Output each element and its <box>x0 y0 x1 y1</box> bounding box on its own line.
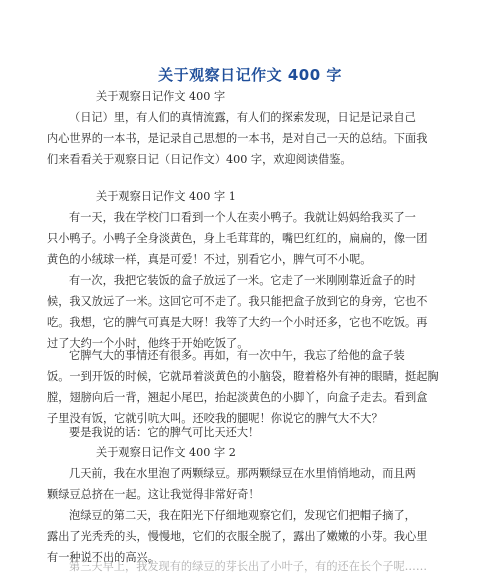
text-line: 它脾气大的事情还有很多。再如，有一次中午，我忘了给他的盒子装 <box>69 349 405 362</box>
document-title: 关于观察日记作文 400 字 <box>158 66 342 84</box>
text-line: 有一次，我把它装饭的盒子放远了一米。它走了一米刚刚靠近盒子的时 <box>69 274 416 287</box>
section-heading-2: 关于观察日记作文 400 字 2 <box>96 446 236 459</box>
paragraph-3 <box>47 345 455 429</box>
text-line: 黄色的小绒球一样，真是可爱！不过，别看它小，脾气可不小呢。 <box>47 253 372 266</box>
text-line: 几天前，我在水里泡了两颗绿豆。那两颗绿豆在水里悄悄地动，而且两 <box>69 467 416 480</box>
paragraph-5 <box>47 463 455 505</box>
text-line: 饭。一到开饭的时候，它就昂着淡黄色的小脑袋，瞪着格外有神的眼睛，挺起胸 <box>47 370 439 383</box>
text-line: 子里没有饭，它就引吭大叫。还咬我的腿呢！你说它的脾气大不大？ <box>47 412 383 425</box>
text-line: 泡绿豆的第二天，我在阳光下仔细地观察它们，发现它们把帽子摘了， <box>69 509 416 522</box>
paragraph-2 <box>47 270 455 354</box>
text-line: 内心世界的一本书，是记录自己思想的一本书，是对自己一天的总结。下面我 <box>47 132 428 145</box>
text-line: 要是我说的话：它的脾气可比天还大！ <box>69 426 260 439</box>
text-line: 膛，翅膀向后一背，翘起小尾巴，抬起淡黄色的小脚丫，向盒子走去。看到盒 <box>47 391 428 404</box>
text-line: 颗绿豆总挤在一起。这让我觉得非常好奇！ <box>47 488 260 501</box>
text-line: 吃。我想，它的脾气可真是大呀！我等了大约一个小时还多，它也不吃饭。再 <box>47 316 428 329</box>
text-line: 过了大约一个小时，他终于开始吃饭了。 <box>47 337 249 350</box>
text-line: （日记）里，有人们的真情流露，有人们的探索发现，日记是记录自己 <box>69 111 416 124</box>
text-line: 有一种说不出的高兴。 <box>47 551 159 564</box>
paragraph-4 <box>47 422 455 443</box>
intro-paragraph <box>47 107 455 170</box>
text-line: 有一天，我在学校门口看到一个人在卖小鸭子。我就让妈妈给我买了一 <box>69 211 416 224</box>
text-line: 露出了光秃秃的头，慢慢地，它们的衣服全脱了，露出了嫩嫩的小芽。我心里 <box>47 530 428 543</box>
paragraph-7-cutoff <box>47 556 455 577</box>
text-line: 只小鸭子。小鸭子全身淡黄色，身上毛茸茸的，嘴巴红红的，扁扁的，像一团 <box>47 232 428 245</box>
paragraph-1 <box>47 207 455 270</box>
subtitle-line: 关于观察日记作文 400 字 <box>96 90 226 103</box>
section-heading-1: 关于观察日记作文 400 字 1 <box>96 190 236 203</box>
text-line: 们来看看关于观察日记（日记作文）400 字，欢迎阅读借鉴。 <box>47 153 352 166</box>
text-line: 第三天早上，我发现有的绿豆的芽长出了小叶子，有的还在长个子呢…… <box>69 560 428 573</box>
text-line: 候，我又放远了一米。这回它可不走了。我只能把盒子放到它的身旁，它也不 <box>47 295 428 308</box>
